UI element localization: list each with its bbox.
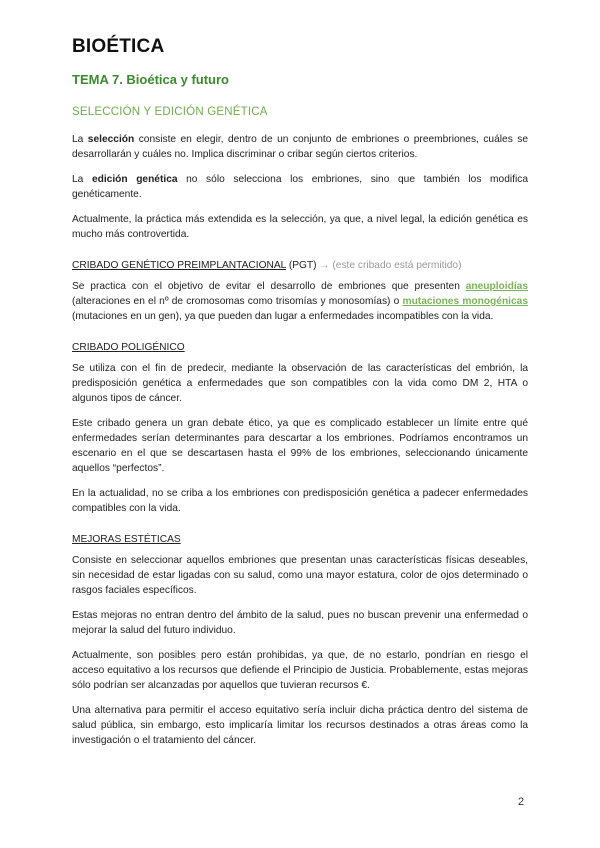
text-run: La: [72, 134, 88, 145]
pgt-abbr: (PGT): [285, 260, 320, 271]
document-page: [72, 36, 528, 748]
esteticas-paragraph-1: Consiste en seleccionar aquellos embriones que presentan unas características físicas deseables, sin necesidad de estar ligadas con su salud, como una mayor estatura, color de ojos determinado o rasgos faciales específicos.: [72, 555, 528, 596]
arrow-icon: →: [319, 260, 330, 271]
bold-term: selección: [87, 134, 135, 145]
aneuploidias-link[interactable]: aneuploidías: [465, 281, 528, 292]
pgt-paragraph: [72, 279, 528, 324]
poligenico-paragraph-1: Se utiliza con el fin de predecir, mediante la observación de las características del embrión, la predisposición genética a enfermedades que son compatibles con la vida como DM 2, HTA o algunos tipos de cáncer.: [72, 363, 528, 404]
bold-term: edición genética: [91, 174, 178, 185]
pgt-heading-text: CRIBADO GENÉTICO PREIMPLANTACIONAL: [72, 260, 286, 271]
text-run: (alteraciones en el nº de cromosomas como trisomías y monosomías) o: [72, 296, 403, 307]
text-run: no sólo selecciona los embriones, sino que también los modifica genéticamente.: [72, 174, 528, 200]
page-number: 2: [518, 796, 525, 808]
intro-paragraph-3: Actualmente, la práctica más extendida es la selección, ya que, a nivel legal, la edición genética es mucho más controvertida.: [72, 214, 528, 240]
poligenico-heading: [72, 340, 528, 355]
text-run: (mutaciones en un gen), ya que pueden dan lugar a enfermedades incompatibles con la vida.: [72, 311, 494, 322]
poligenico-paragraph-3: En la actualidad, no se criba a los embriones con predisposición genética a padecer enfermedades compatibles con la vida.: [72, 488, 528, 514]
esteticas-heading-text: MEJORAS ESTÉTICAS: [72, 534, 181, 545]
intro-paragraph-1: [72, 132, 528, 162]
mutaciones-monogenicas-link[interactable]: mutaciones monogénicas: [402, 296, 528, 307]
esteticas-paragraph-4: Una alternativa para permitir el acceso equitativo sería incluir dicha práctica dentro del sistema de salud pública, sin embargo, esto implicaría limitar los recursos destinados a otras áreas como la investigación o el tratamiento del cáncer.: [72, 705, 528, 746]
intro-paragraph-2: [72, 172, 528, 202]
section-title: SELECCIÓN Y EDICIÓN GENÉTICA: [72, 106, 268, 118]
esteticas-paragraph-2: Estas mejoras no entran dentro del ámbito de la salud, pues no buscan prevenir una enfermedad o mejorar la salud del futuro individuo.: [72, 610, 528, 636]
text-run: consiste en elegir, dentro de un conjunto de embriones o preembriones, cuáles se desarrollarán y cuáles no. Implica discriminar o cribar según ciertos criterios.: [72, 134, 528, 160]
text-run: La: [72, 174, 92, 185]
pgt-heading: [72, 258, 528, 273]
poligenico-paragraph-2: Este cribado genera un gran debate ético, ya que es complicado establecer un límite entre qué enfermedades serían determinantes para descartar a los embriones. Podríamos encontramos un escenario en el que se descartasen hasta el 99% de los embriones, seleccionando únicamente aquellos “perfectos”.: [72, 418, 528, 474]
text-run: Se practica con el objetivo de evitar el desarrollo de embriones que presenten: [72, 281, 466, 292]
document-title: BIOÉTICA: [72, 36, 165, 57]
esteticas-paragraph-3: Actualmente, son posibles pero están prohibidas, ya que, de no estarlo, pondrían en riesgo el acceso equitativo a los recursos que defiende el Principio de Justicia. Probablemente, estas mejoras sólo podrían ser alcanzadas por aquellos que tuvieran recursos €.: [72, 650, 528, 691]
poligenico-heading-text: CRIBADO POLIGÉNICO: [72, 342, 185, 353]
topic-title: TEMA 7. Bioética y futuro: [72, 72, 229, 87]
esteticas-heading: [72, 532, 528, 547]
pgt-note: (este cribado está permitido): [329, 260, 462, 271]
